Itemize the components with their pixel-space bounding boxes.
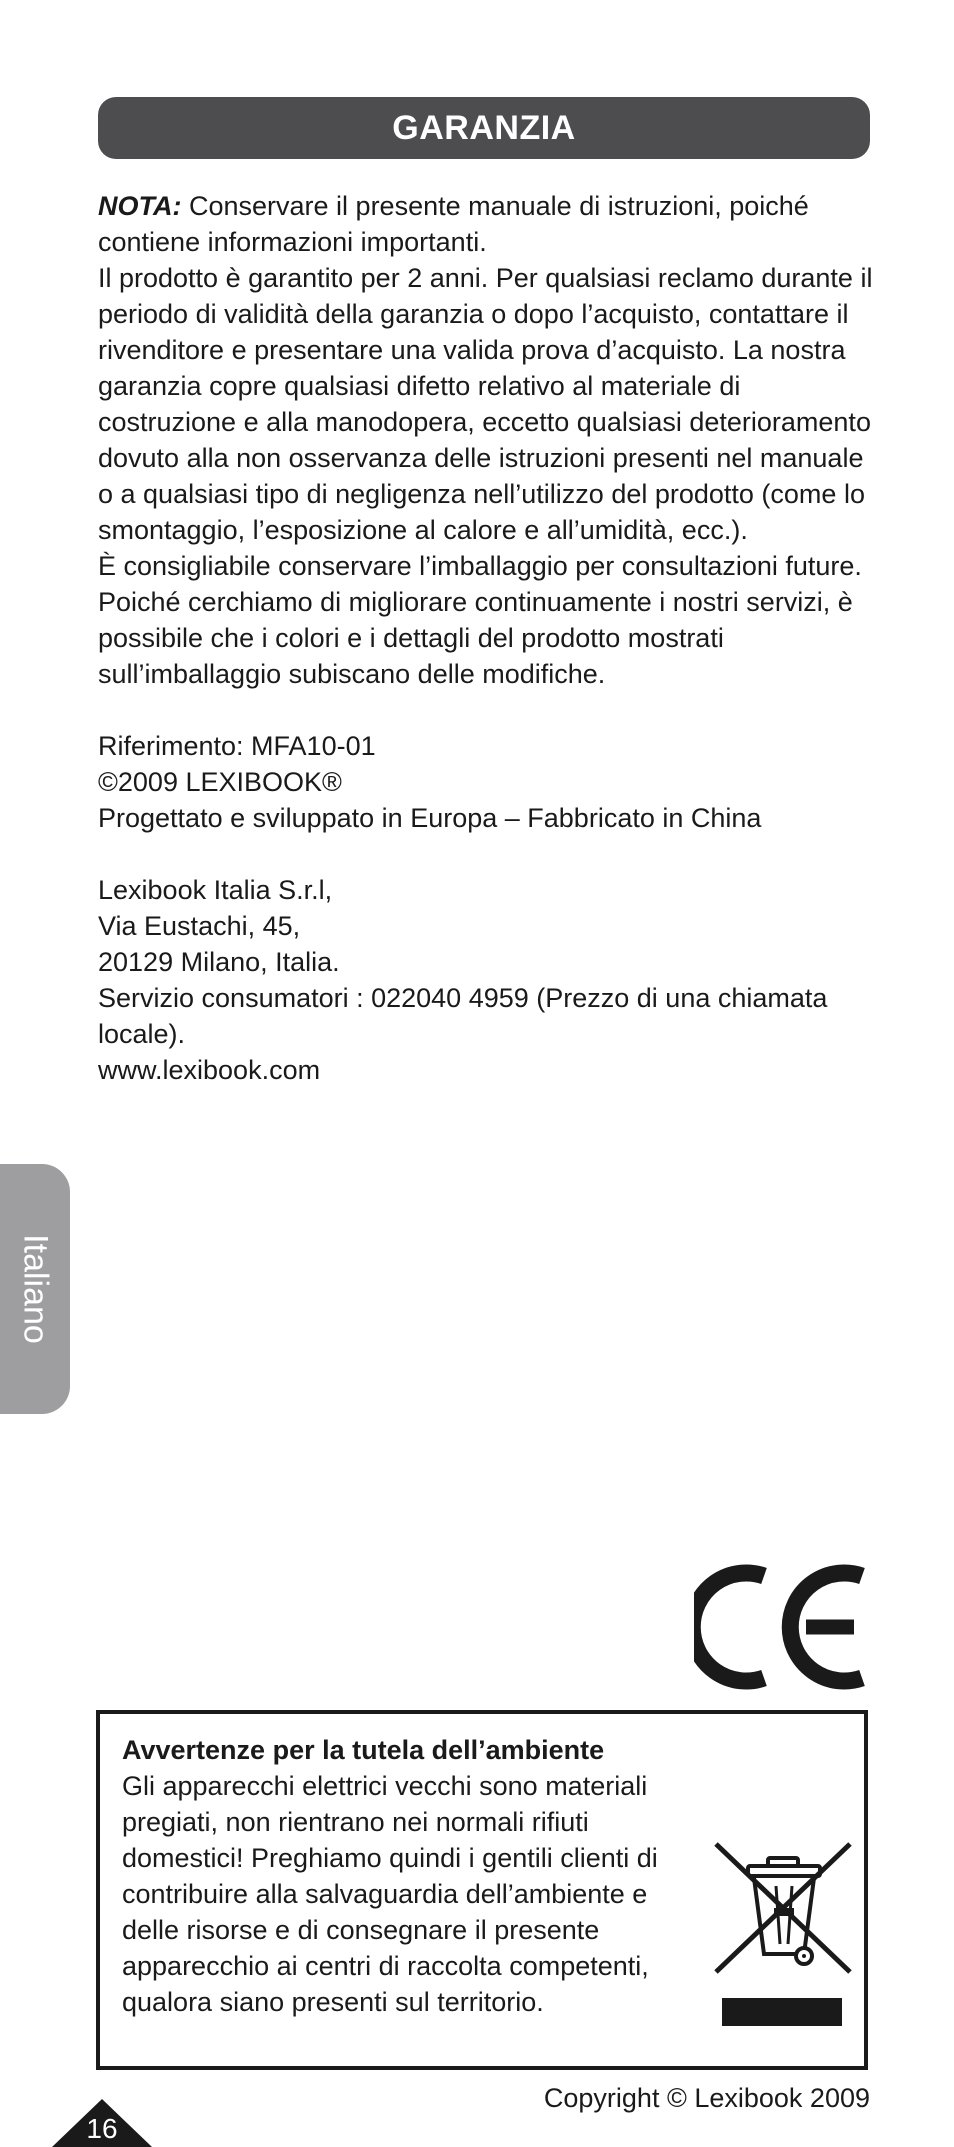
copyright-line: ©2009 LEXIBOOK®	[98, 767, 342, 797]
footer-copyright: Copyright © Lexibook 2009	[543, 2083, 870, 2113]
environment-paragraph: Gli apparecchi elettrici vecchi sono materiali pregiati, non rientrano nei normali rifiuti domestici! Preghiamo quindi i gentili clienti di contribuire alla salvaguardia dell’ambiente e delle risorse e di consegnare il presente apparecchio ai centri di raccolta competenti, qualora siano presenti sul territorio.	[122, 1771, 658, 2017]
spacer	[98, 836, 878, 872]
weee-bar	[722, 1998, 842, 2026]
warranty-paragraph: Il prodotto è garantito per 2 anni. Per qualsiasi reclamo durante il periodo di validità della garanzia o dopo l’acquisto, contattare il rivenditore e presentare una valida prova d’acquisto. La nostra garanzia copre qualsiasi difetto relativo al materiale di costruzione e alla manodopera, eccetto qualsiasi deterioramento dovuto alla non osservanza delle istruzioni presenti nel manuale o a qualsiasi tipo di negligenza nell’utilizzo del prodotto (come lo smontaggio, l’esposizione al calore e all’umidità, ecc.).	[98, 263, 873, 545]
ce-mark-icon	[694, 1562, 872, 1692]
note-paragraph	[98, 188, 878, 260]
section-title: GARANZIA	[392, 108, 576, 147]
note-label: NOTA:	[98, 191, 182, 221]
note-text: Conservare il presente manuale di istruzioni, poiché contiene informazioni importanti.	[98, 191, 809, 257]
page-number: 16	[86, 2113, 118, 2144]
environment-notice	[96, 1710, 868, 2070]
body-text	[98, 188, 878, 1088]
address-street: Via Eustachi, 45,	[98, 911, 301, 941]
environment-text	[122, 1768, 702, 2020]
changes-paragraph: Poiché cerchiamo di migliorare continuamente i nostri servizi, è possibile che i colori e i dettagli del prodotto mostrati sull’imballaggio subiscano delle modifiche.	[98, 587, 853, 689]
crossed-out-bin-icon	[708, 1838, 858, 1978]
language-label: Italiano	[16, 1234, 55, 1344]
company-name: Lexibook Italia S.r.l,	[98, 875, 333, 905]
language-tab	[0, 1164, 70, 1414]
customer-service: Servizio consumatori : 022040 4959 (Prezzo di una chiamata locale).	[98, 983, 828, 1049]
address-city: 20129 Milano, Italia.	[98, 947, 340, 977]
website-link: www.lexibook.com	[98, 1055, 321, 1085]
environment-title: Avvertenze per la tutela dell’ambiente	[122, 1735, 605, 1765]
spacer	[98, 692, 878, 728]
reference-line: Riferimento: MFA10-01	[98, 731, 376, 761]
packaging-paragraph: È consigliabile conservare l’imballaggio per consultazioni future.	[98, 551, 862, 581]
origin-line: Progettato e sviluppato in Europa – Fabbricato in China	[98, 803, 762, 833]
section-header	[98, 97, 870, 159]
